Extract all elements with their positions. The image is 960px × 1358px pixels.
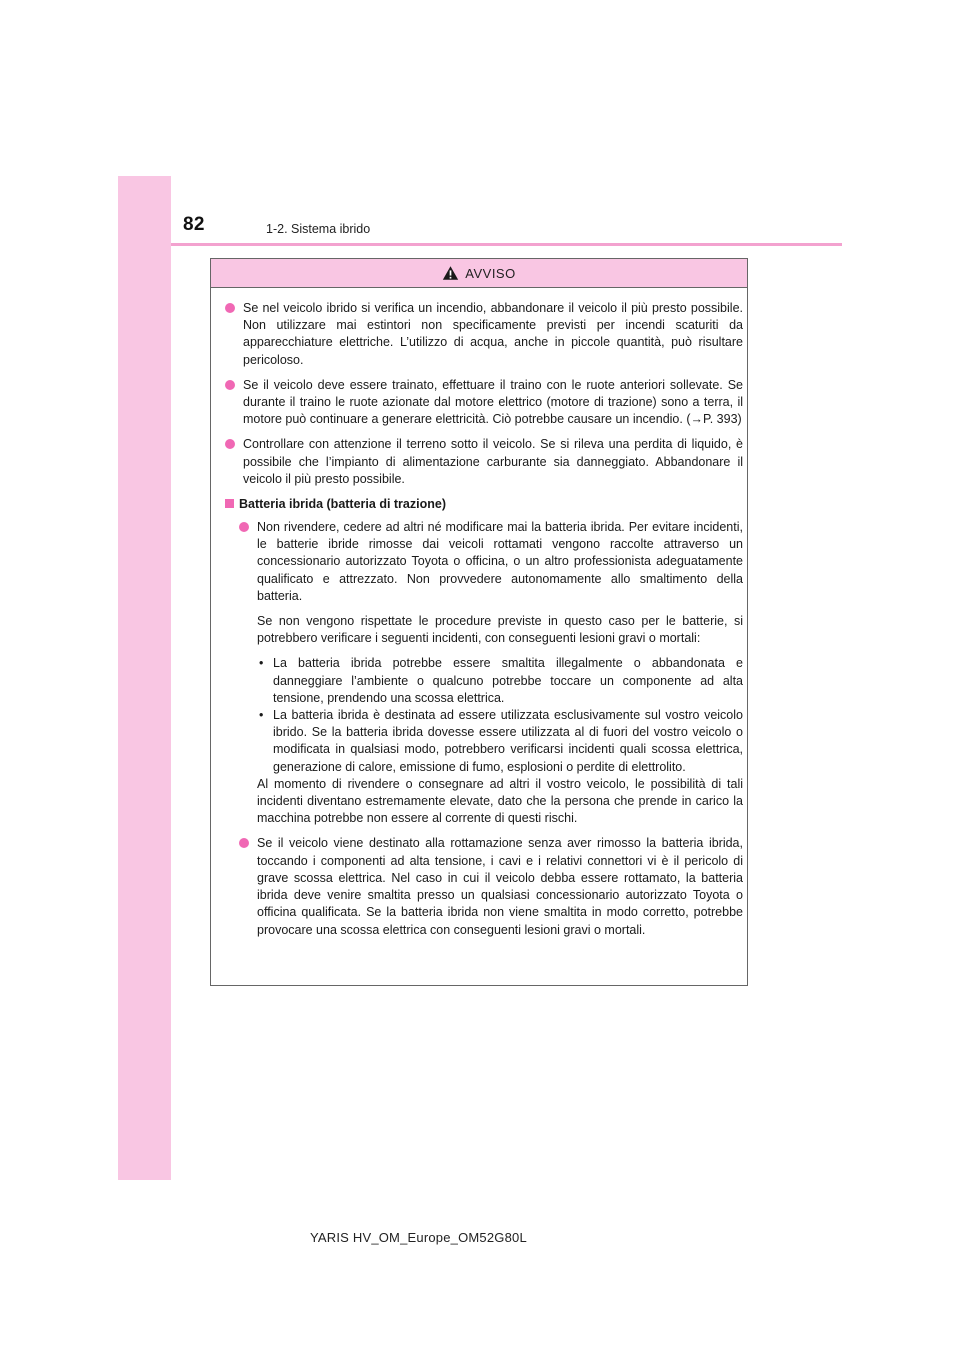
battery-section-title: Batteria ibrida (batteria di trazione) [225, 496, 743, 513]
page-number: 82 [183, 214, 205, 235]
battery-section [239, 519, 743, 939]
bullet-dot-icon [239, 522, 249, 532]
bullet-dot-icon [225, 380, 235, 390]
warning-item-leak [225, 436, 743, 488]
battery-item-text: Non rivendere, cedere ad altri né modificare mai la batteria ibrida. Per evitare incidenti, le batterie ibride rimosse dai veicoli rottamati vengono raccolte attraverso un concessionario autorizzato Toyota o officina, o un altro professionista adeguatamente qualificato e attrezzato. Non provvedere autonomamente allo smaltimento della batteria. [257, 520, 743, 603]
warning-box [210, 258, 748, 986]
square-bullet-icon [225, 499, 234, 508]
battery-para-incidents: Se non vengono rispettate le procedure previste in questo caso per le batterie, si potrebbero verificare i seguenti incidenti, con conseguenti lesioni gravi o mortali: [257, 614, 743, 646]
warning-item-towing [225, 377, 743, 429]
battery-detail-block [239, 613, 743, 827]
section-title: 1-2. Sistema ibrido [266, 222, 371, 236]
battery-item-resell [239, 519, 743, 605]
middot-icon: • [259, 708, 264, 723]
bullet-dot-icon [225, 303, 235, 313]
incident-list-item: • La batteria ibrida potrebbe essere smaltita illegalmente o abbandonata e danneggiare l’ambiente o qualcuno potrebbe toccare un componente ad alta tensione, prendendo una scossa elettrica. [259, 656, 743, 705]
battery-item-text: Se il veicolo viene destinato alla rottamazione senza aver rimosso la batteria ibrida, toccando i componenti ad alta tensione, i cavi e i relativi connettori vi è il pericolo di grave scossa elettrica. Nel caso in cui il veicolo debba essere rottamato, la batteria ibrida deve venire smaltita presso un qualsiasi concessionario autorizzato Toyota o officina qualificata. Se la batteria ibrida non viene smaltita in modo corretto, potrebbe provocare una scossa elettrica con conseguenti lesioni gravi o mortali. [257, 836, 743, 937]
warning-title: AVVISO [465, 265, 516, 281]
battery-para-resale: Al momento di rivendere o consegnare ad altri il vostro veicolo, le possibilità di tali incidenti diventano estremamente elevate, dato che la persona che prende in carico la macchina potrebbe non essere al corrente di questi rischi. [257, 776, 743, 826]
incident-list-item: • La batteria ibrida è destinata ad essere utilizzata esclusivamente sul vostro veicolo ibrido. Se la batteria ibrida dovesse essere utilizzata al di fuori del vostro veicolo o modificata in qualsiasi modo, potrebbero verificarsi incidenti quali scossa elettrica, generazione di calore, emissione di fumo, esplosioni o perdite di elettrolito. [259, 708, 743, 774]
middot-icon: • [259, 656, 264, 671]
footer-document-code: YARIS HV_OM_Europe_OM52G80L [310, 1230, 527, 1245]
side-color-band [118, 176, 171, 1180]
warning-content [211, 288, 749, 947]
header-rule [171, 243, 842, 246]
incident-list [257, 655, 743, 775]
warning-item-text: Controllare con attenzione il terreno sotto il veicolo. Se si rileva una perdita di liquido, è possibile che l’impianto di alimentazione carburante sia danneggiato. Abbandonare il veicolo il più presto possibile. [243, 437, 743, 486]
warning-item-text: Se nel veicolo ibrido si verifica un incendio, abbandonare il veicolo il più presto possibile. Non utilizzare mai estintori non specificamente previsti per incendi scaturiti da apparecchiature elettriche. L’utilizzo di acqua, anche in piccole quantità, può risultare pericoloso. [243, 301, 743, 367]
bullet-dot-icon [239, 838, 249, 848]
battery-item-scrap [239, 835, 743, 938]
bullet-dot-icon [225, 439, 235, 449]
warning-header [211, 259, 747, 288]
warning-item-text: Se il veicolo deve essere trainato, effettuare il traino con le ruote anteriori sollevate. Se durante il traino le ruote azionate dal motore elettrico (motore di trazione) sono a terra, il motore può continuare a generare elettricità. Ciò potrebbe causare un incendio. (→P. 393) [243, 377, 743, 427]
warning-triangle-icon [442, 265, 459, 281]
warning-item-fire [225, 300, 743, 369]
